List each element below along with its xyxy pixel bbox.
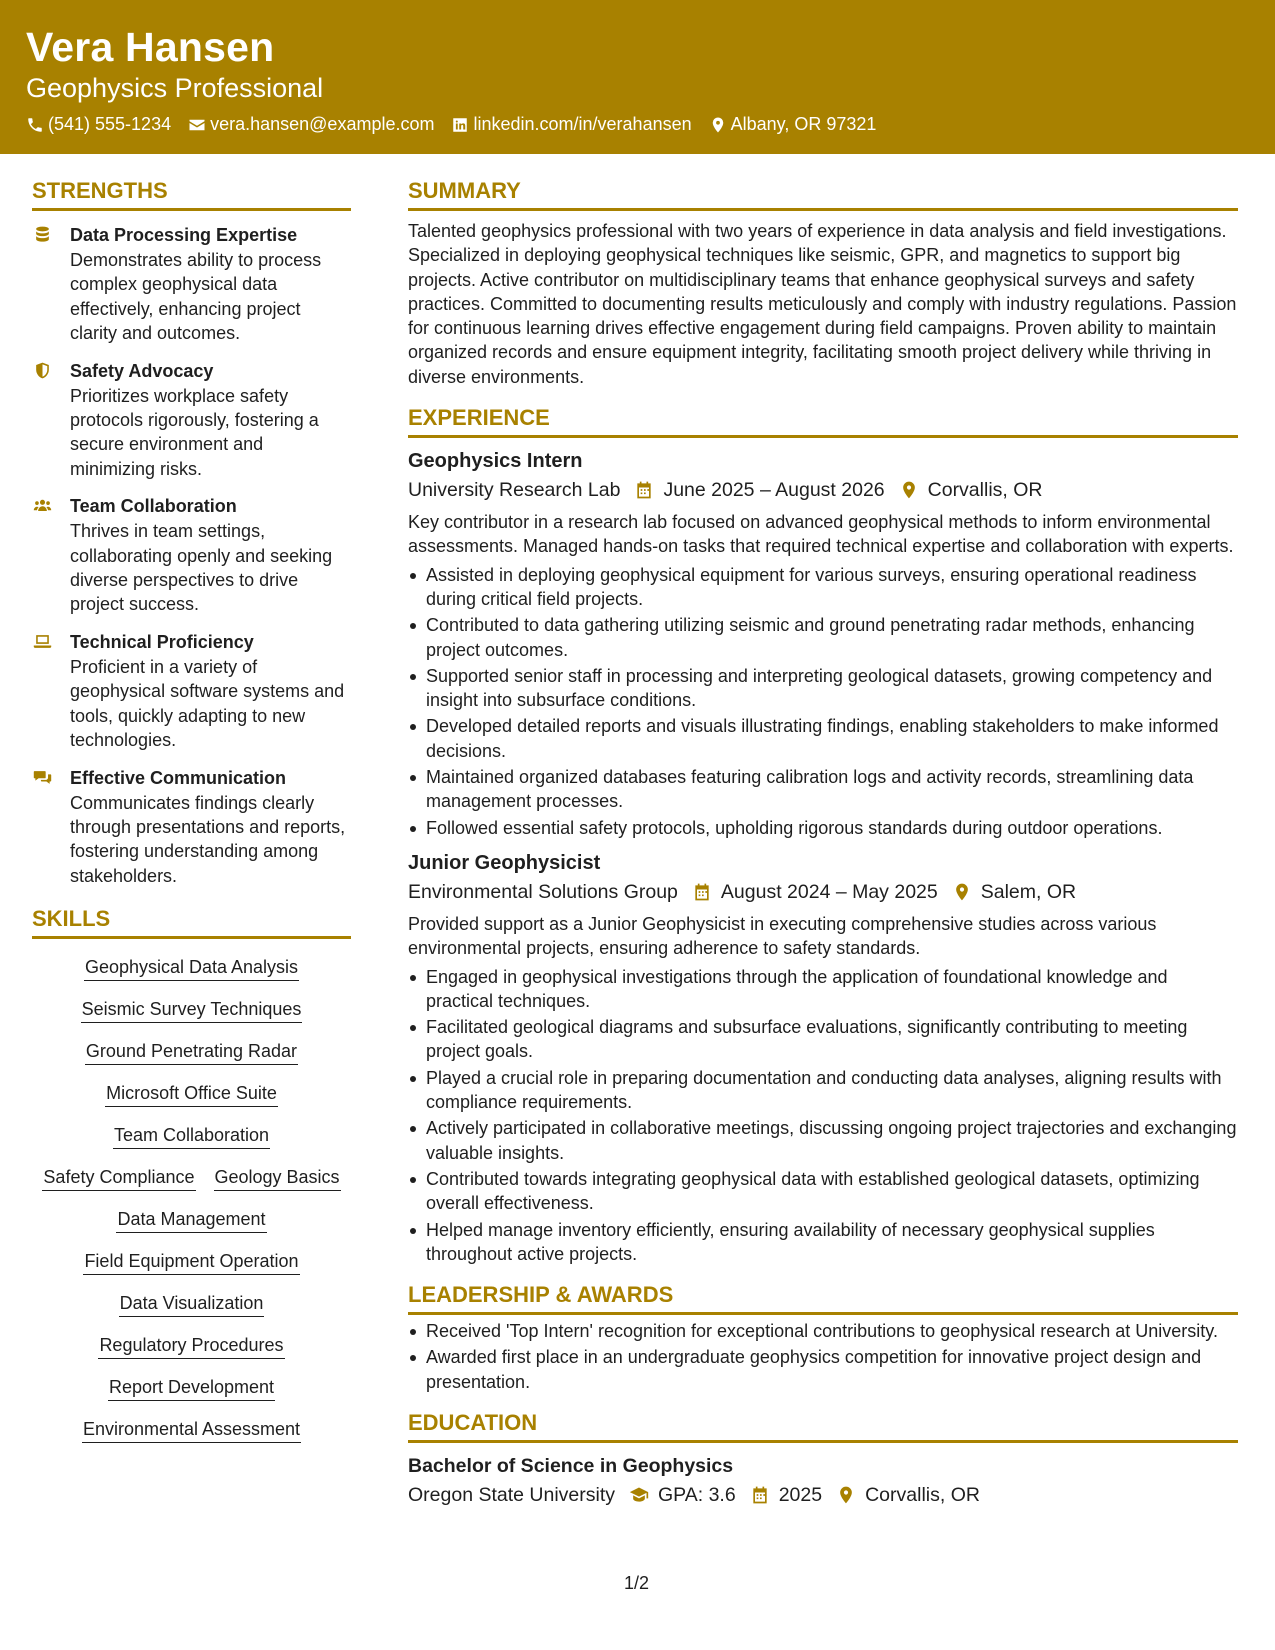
linkedin-icon <box>451 116 469 134</box>
laptop-icon <box>32 632 53 651</box>
comments-icon <box>32 768 53 787</box>
contact-linkedin[interactable] <box>451 114 691 135</box>
envelope-icon <box>188 116 206 134</box>
strength-item <box>32 766 351 889</box>
shield-icon <box>32 361 53 380</box>
candidate-name: Vera Hansen <box>26 24 275 70</box>
calendar-icon <box>692 882 712 902</box>
map-pin-icon <box>836 1485 856 1505</box>
linkedin-text: linkedin.com/in/verahansen <box>473 114 692 134</box>
experience-heading: EXPERIENCE <box>408 403 1238 438</box>
location-text: Albany, OR 97321 <box>730 114 877 134</box>
resume-header <box>0 0 1275 154</box>
job-title: Junior Geophysicist <box>408 851 601 874</box>
bullet-item: Contributed to data gathering utilizing seismic and ground penetrating radar methods, enhancing project outcomes. <box>408 613 1238 662</box>
job-bullets <box>408 965 1238 1267</box>
strength-desc: Prioritizes workplace safety protocols rigorously, fostering a secure environment and minimizing risks. <box>70 385 319 479</box>
page-number: 1/2 <box>624 1573 650 1593</box>
skill-tag: Field Equipment Operation <box>83 1249 299 1275</box>
job-meta <box>408 877 1238 907</box>
education-meta <box>408 1480 1238 1510</box>
calendar-icon <box>750 1485 770 1505</box>
skill-tag: Ground Penetrating Radar <box>85 1039 298 1065</box>
job-location: Salem, OR <box>980 880 1077 903</box>
bullet-item: Maintained organized databases featuring calibration logs and activity records, streamlining data management processes. <box>408 765 1238 814</box>
skills-list <box>32 949 351 1453</box>
education-school: Oregon State University <box>408 1483 616 1506</box>
strength-item <box>32 223 351 346</box>
education-year: 2025 <box>778 1483 823 1506</box>
strength-title: Team Collaboration <box>70 496 237 517</box>
strength-desc: Proficient in a variety of geophysical software systems and tools, quickly adapting to new technologies. <box>70 656 345 751</box>
skill-tag: Environmental Assessment <box>82 1417 301 1443</box>
bullet-item: Assisted in deploying geophysical equipment for various surveys, ensuring operational readiness during critical field projects. <box>408 563 1238 612</box>
strength-desc: Demonstrates ability to process complex geophysical data effectively, enhancing project clarity and outcomes. <box>70 250 322 344</box>
award-item: Received 'Top Intern' recognition for exceptional contributions to geophysical research at University. <box>408 1319 1238 1343</box>
bullet-item: Developed detailed reports and visuals illustrating findings, enabling stakeholders to make informed decisions. <box>408 714 1238 763</box>
strengths-list <box>32 223 351 888</box>
skills-heading: SKILLS <box>32 904 351 939</box>
map-pin-icon <box>899 480 919 500</box>
database-icon <box>32 225 53 244</box>
bullet-item: Facilitated geological diagrams and subsurface evaluations, significantly contributing to meeting project goals. <box>408 1015 1238 1064</box>
left-column <box>32 176 351 1453</box>
strength-title: Safety Advocacy <box>70 360 214 381</box>
education-location: Corvallis, OR <box>865 1483 980 1506</box>
candidate-title: Geophysics Professional <box>26 73 324 103</box>
award-item: Awarded first place in an undergraduate geophysics competition for innovative project design and presentation. <box>408 1345 1238 1394</box>
job-entry <box>408 447 1238 840</box>
bullet-item: Helped manage inventory efficiently, ensuring availability of necessary geophysical supplies throughout active projects. <box>408 1218 1238 1267</box>
strength-desc: Communicates findings clearly through presentations and reports, fostering understanding among stakeholders. <box>70 792 346 886</box>
contact-email[interactable] <box>188 114 434 135</box>
bullet-item: Played a crucial role in preparing documentation and conducting data analyses, aligning results with compliance requirements. <box>408 1066 1238 1115</box>
strength-title: Technical Proficiency <box>70 631 254 652</box>
strength-item <box>32 494 351 617</box>
job-description: Provided support as a Junior Geophysicist in executing comprehensive studies across various environmental projects, ensuring adherence to safety standards. <box>408 913 1157 959</box>
skill-tag: Geophysical Data Analysis <box>84 955 299 981</box>
skill-tag: Microsoft Office Suite <box>105 1081 278 1107</box>
strength-title: Data Processing Expertise <box>70 225 298 245</box>
summary-heading: SUMMARY <box>408 176 1238 211</box>
skill-tag: Data Visualization <box>119 1291 265 1317</box>
skill-tag: Geology Basics <box>214 1165 341 1191</box>
contact-phone[interactable] <box>26 114 171 135</box>
skill-tag: Safety Compliance <box>42 1165 195 1191</box>
skill-tag: Regulatory Procedures <box>98 1333 284 1359</box>
phone-icon <box>26 116 44 134</box>
awards-heading: LEADERSHIP & AWARDS <box>408 1280 1238 1315</box>
job-dates: June 2025 – August 2026 <box>663 479 885 502</box>
calendar-icon <box>634 480 654 500</box>
education-gpa: GPA: 3.6 <box>658 1483 736 1506</box>
map-pin-icon <box>709 116 727 134</box>
awards-list <box>408 1319 1238 1394</box>
skill-tag: Report Development <box>108 1375 275 1401</box>
strengths-heading: STRENGTHS <box>32 176 351 211</box>
map-pin-icon <box>952 882 972 902</box>
job-title: Geophysics Intern <box>408 450 583 473</box>
job-location: Corvallis, OR <box>927 479 1043 502</box>
education-degree: Bachelor of Science in Geophysics <box>408 1454 734 1477</box>
skill-tag: Data Management <box>116 1207 266 1233</box>
right-column <box>408 176 1238 1510</box>
strength-item <box>32 630 351 753</box>
graduation-cap-icon <box>629 1485 649 1505</box>
skill-tag: Team Collaboration <box>113 1123 270 1149</box>
contact-bar <box>26 114 1275 135</box>
job-entry <box>408 849 1238 1266</box>
job-bullets <box>408 563 1238 840</box>
strength-title: Effective Communication <box>70 767 287 788</box>
job-dates: August 2024 – May 2025 <box>720 880 938 903</box>
bullet-item: Followed essential safety protocols, upholding rigorous standards during outdoor operations. <box>408 816 1238 840</box>
contact-location <box>709 114 877 135</box>
summary-text: Talented geophysics professional with two years of experience in data analysis and field investigations. Specialized in deploying geophysical techniques like seismic, GPR, and magnetics to support big projects. Active contributor on multidisciplinary teams that enhance geophysical surveys and safety practices. Committed to documenting results meticulously and comply with industry regulations. Passion for continuous learning drives effective engagement during field campaigns. Proven ability to maintain organized records and ensure equipment integrity, facilitating smooth project delivery while thriving in diverse environments. <box>408 221 1237 387</box>
skill-tag: Seismic Survey Techniques <box>81 997 303 1023</box>
email-text: vera.hansen@example.com <box>210 114 435 134</box>
bullet-item: Supported senior staff in processing and interpreting geological datasets, growing competency and insight into subsurface conditions. <box>408 664 1238 713</box>
users-icon <box>32 496 53 515</box>
job-company: University Research Lab <box>408 479 621 502</box>
job-meta <box>408 475 1238 505</box>
education-heading: EDUCATION <box>408 1408 1238 1443</box>
strength-item <box>32 359 351 482</box>
bullet-item: Actively participated in collaborative meetings, discussing ongoing project trajectories and exchanging valuable insights. <box>408 1116 1238 1165</box>
job-description: Key contributor in a research lab focused on advanced geophysical methods to inform environmental assessments. Managed hands-on tasks that required technical expertise and collaboration with experts. <box>408 512 1234 557</box>
job-company: Environmental Solutions Group <box>408 880 678 903</box>
phone-text: (541) 555-1234 <box>48 114 172 134</box>
strength-desc: Thrives in team settings, collaborating openly and seeking diverse perspectives to drive project success. <box>70 521 333 615</box>
bullet-item: Contributed towards integrating geophysical data with established geological datasets, optimizing overall effectiveness. <box>408 1167 1238 1216</box>
education-entry <box>408 1453 1238 1510</box>
bullet-item: Engaged in geophysical investigations through the application of foundational knowledge and practical techniques. <box>408 965 1238 1014</box>
